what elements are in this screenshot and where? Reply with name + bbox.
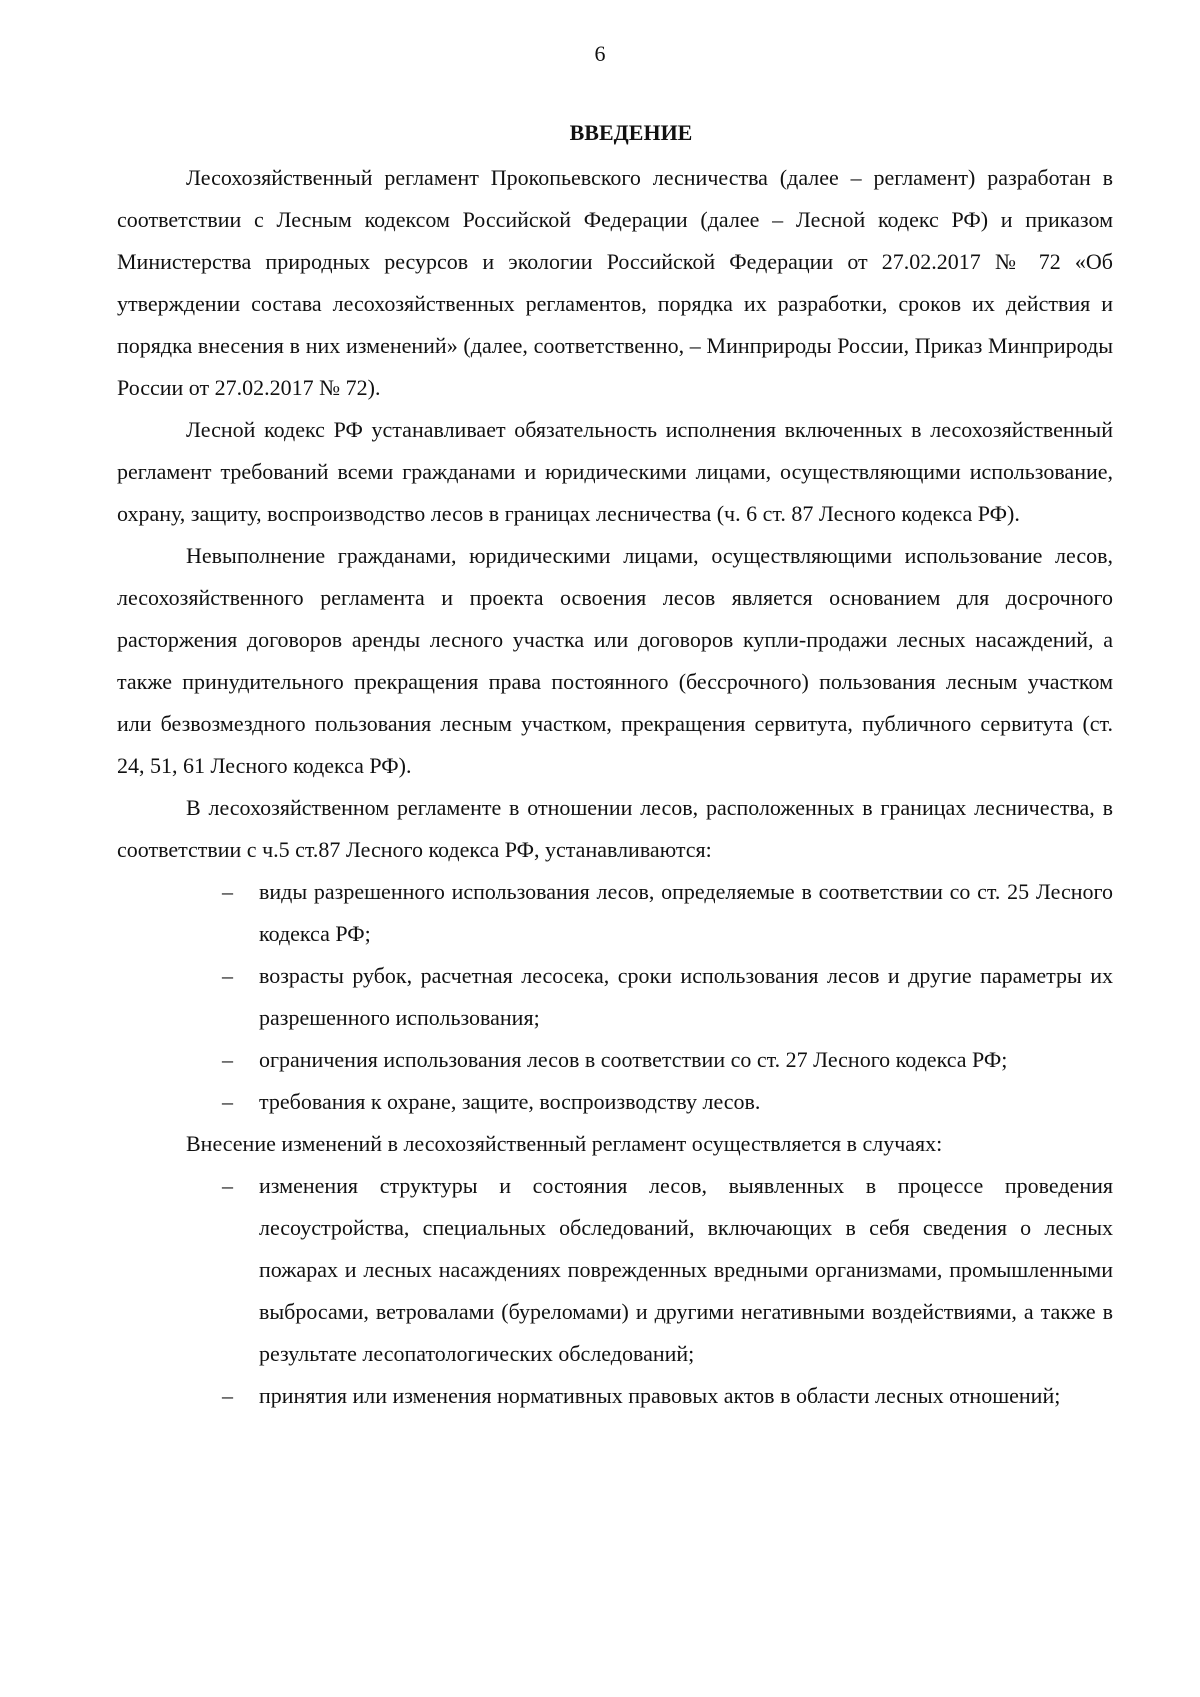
list-item-text: изменения структуры и состояния лесов, выявленных в процессе проведения лесоустройства, специальных обследований, включающих в себя сведения о лесных пожарах и лесных насаждениях поврежденных вредными организмами, промышленными выбросами, ветровалами (буреломами) и другими негативными воздействиями, а также в результате лесопатологических обследований; <box>259 1173 1113 1366</box>
dash-marker: – <box>222 1383 233 1408</box>
list-item <box>117 1039 1113 1081</box>
list-item-text: виды разрешенного использования лесов, определяемые в соответствии со ст. 25 Лесного кодекса РФ; <box>259 879 1113 946</box>
list-item <box>117 871 1113 955</box>
list-item <box>117 1375 1113 1417</box>
list-item <box>117 1081 1113 1123</box>
document-body <box>117 112 1113 1417</box>
list-item-text: возрасты рубок, расчетная лесосека, сроки использования лесов и другие параметры их разрешенного использования; <box>259 963 1113 1030</box>
paragraph-regulation-basis: Лесохозяйственный регламент Прокопьевского лесничества (далее – регламент) разработан в соответствии с Лесным кодексом Российской Федерации (далее – Лесной кодекс РФ) и приказом Министерства природных ресурсов и экологии Российской Федерации от 27.02.2017 № 72 «Об утверждении состава лесохозяйственных регламентов, порядка их разработки, сроков их действия и порядка внесения в них изменений» (далее, соответственно, – Минприроды России, Приказ Минприроды России от 27.02.2017 № 72). <box>117 165 1113 400</box>
list-item <box>117 1165 1113 1375</box>
established-items-list <box>117 871 1113 1123</box>
dash-marker: – <box>222 1047 233 1072</box>
section-title: ВВЕДЕНИЕ <box>569 120 693 145</box>
list-item-text: принятия или изменения нормативных правовых актов в области лесных отношений; <box>259 1383 1061 1408</box>
dash-marker: – <box>222 1089 233 1114</box>
page-number: 6 <box>594 41 606 66</box>
dash-marker: – <box>222 963 233 988</box>
paragraph-non-compliance: Невыполнение гражданами, юридическими лицами, осуществляющими использование лесов, лесохозяйственного регламента и проекта освоения лесов является основанием для досрочного расторжения договоров аренды лесного участка или договоров купли-продажи лесных насаждений, а также принудительного прекращения права постоянного (бессрочного) пользования лесным участком или безвозмездного пользования лесным участком, прекращения сервитута, публичного сервитута (ст. 24, 51, 61 Лесного кодекса РФ). <box>117 543 1113 778</box>
list-item <box>117 955 1113 1039</box>
dash-marker: – <box>222 879 233 904</box>
list-item-text: ограничения использования лесов в соответствии со ст. 27 Лесного кодекса РФ; <box>259 1047 1008 1072</box>
dash-marker: – <box>222 1173 233 1198</box>
list-item-text: требования к охране, защите, воспроизводству лесов. <box>259 1089 761 1114</box>
paragraph-established-items: В лесохозяйственном регламенте в отношении лесов, расположенных в границах лесничества, в соответствии с ч.5 ст.87 Лесного кодекса РФ, устанавливаются: <box>117 795 1113 862</box>
paragraph-obligation: Лесной кодекс РФ устанавливает обязательность исполнения включенных в лесохозяйственный регламент требований всеми гражданами и юридическими лицами, осуществляющими использование, охрану, защиту, воспроизводство лесов в границах лесничества (ч. 6 ст. 87 Лесного кодекса РФ). <box>117 417 1113 526</box>
amendment-cases-list <box>117 1165 1113 1417</box>
paragraph-amendment-cases: Внесение изменений в лесохозяйственный регламент осуществляется в случаях: <box>186 1131 943 1156</box>
